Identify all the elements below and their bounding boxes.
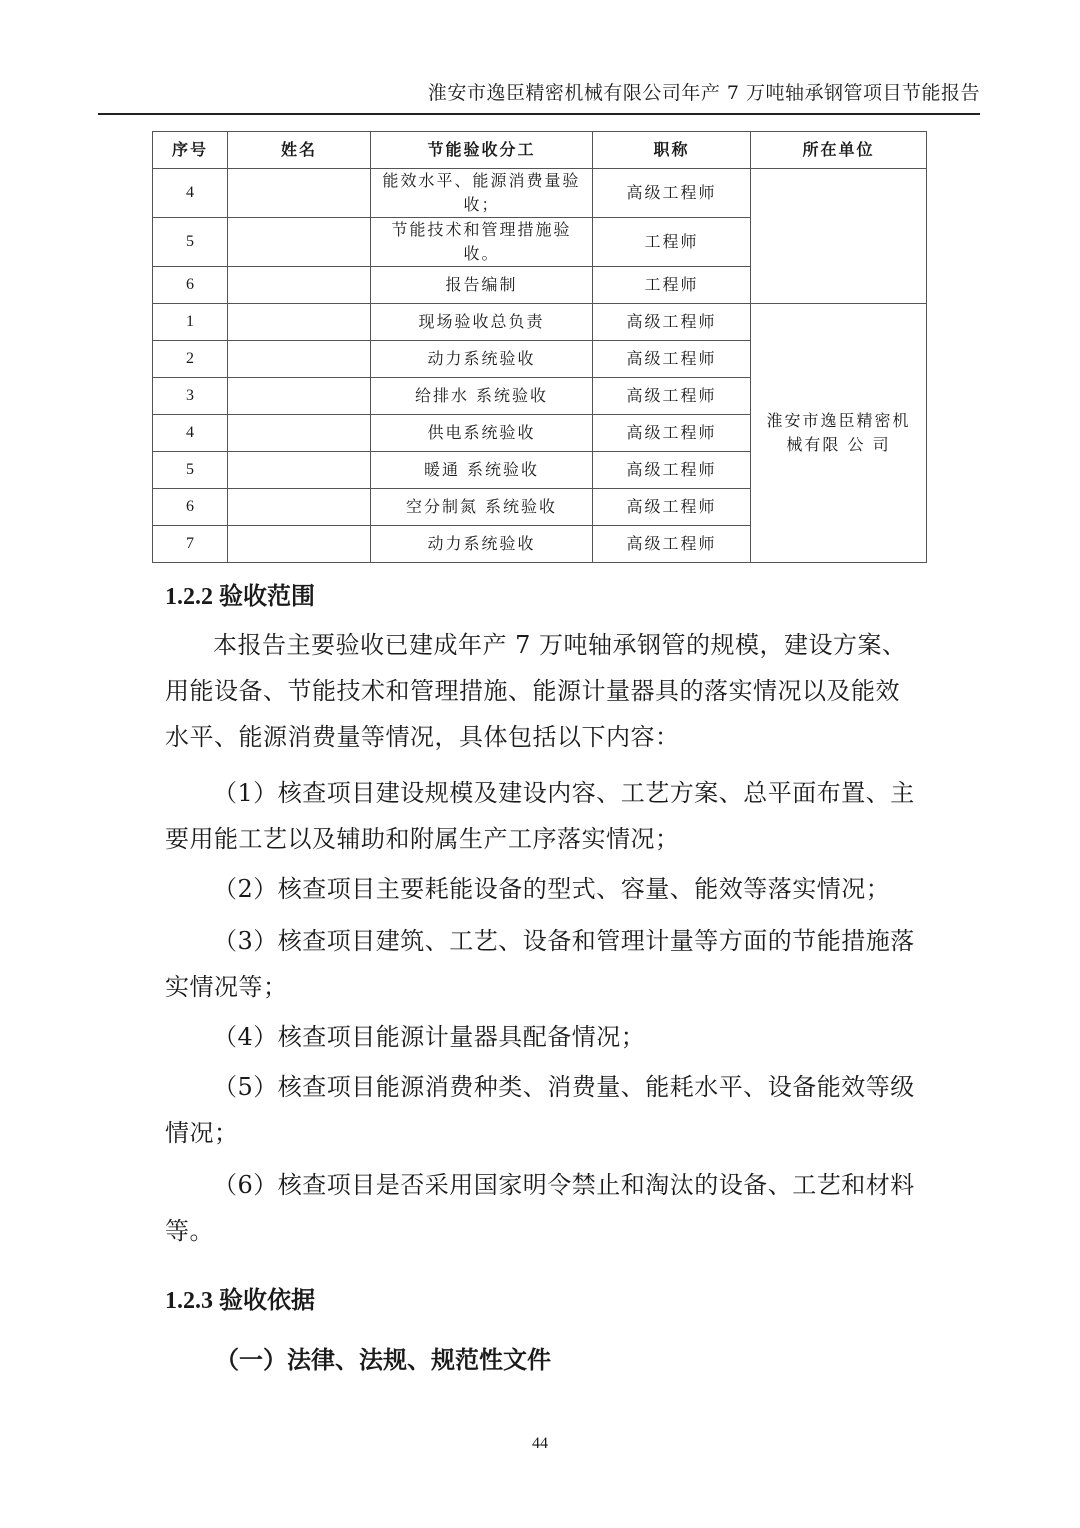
cell-title: 高级工程师: [593, 489, 751, 526]
cell-name: [228, 169, 371, 218]
cell-task: 能效水平、能源消费量验收；: [371, 169, 593, 218]
page-header: 淮安市逸臣精密机械有限公司年产 7 万吨轴承钢管项目节能报告: [98, 78, 980, 115]
subsection-heading-laws: （一）法律、法规、规范性文件: [215, 1345, 551, 1374]
cell-title: 高级工程师: [593, 452, 751, 489]
scope-item-text: （3）核查项目建筑、工艺、设备和管理计量等方面的节能措施落实情况等；: [165, 927, 915, 1001]
scope-intro: [165, 622, 917, 760]
cell-task: 现场验收总负责: [371, 304, 593, 341]
section-heading-basis: 1.2.3 验收依据: [165, 1288, 315, 1314]
table-row: [153, 304, 927, 341]
cell-title: 工程师: [593, 267, 751, 304]
cell-name: [228, 378, 371, 415]
scope-item-4: [165, 1014, 917, 1060]
cell-title: 高级工程师: [593, 169, 751, 218]
col-header-no: 序号: [153, 132, 228, 169]
scope-item-6: [165, 1162, 917, 1254]
scope-item-text: （6）核查项目是否采用国家明令禁止和淘汰的设备、工艺和材料等。: [165, 1171, 915, 1245]
scope-item-2: [165, 866, 917, 912]
acceptance-team-table: [152, 131, 927, 563]
col-header-name: 姓名: [228, 132, 371, 169]
cell-task: 节能技术和管理措施验收。: [371, 218, 593, 267]
scope-item-5: [165, 1064, 917, 1156]
cell-name: [228, 526, 371, 563]
cell-title: 高级工程师: [593, 304, 751, 341]
cell-title: 高级工程师: [593, 415, 751, 452]
cell-task: 供电系统验收: [371, 415, 593, 452]
col-header-unit: 所在单位: [751, 132, 927, 169]
cell-no: 1: [153, 304, 228, 341]
cell-no: 6: [153, 267, 228, 304]
cell-title: 高级工程师: [593, 341, 751, 378]
cell-task: 动力系统验收: [371, 526, 593, 563]
cell-no: 6: [153, 489, 228, 526]
col-header-task: 节能验收分工: [371, 132, 593, 169]
section-heading-scope: 1.2.2 验收范围: [165, 584, 315, 610]
cell-no: 5: [153, 452, 228, 489]
scope-item-text: （4）核查项目能源计量器具配备情况；: [213, 1023, 646, 1051]
cell-title: 工程师: [593, 218, 751, 267]
cell-name: [228, 267, 371, 304]
cell-no: 4: [153, 169, 228, 218]
cell-no: 5: [153, 218, 228, 267]
cell-no: 4: [153, 415, 228, 452]
col-header-title: 职称: [593, 132, 751, 169]
cell-task: 给排水 系统验收: [371, 378, 593, 415]
cell-no: 3: [153, 378, 228, 415]
scope-item-text: （1）核查项目建设规模及建设内容、工艺方案、总平面布置、主要用能工艺以及辅助和附属生产工序落实情况；: [165, 779, 915, 853]
scope-item-3: [165, 918, 917, 1010]
cell-task: 空分制氮 系统验收: [371, 489, 593, 526]
table-row: [153, 169, 927, 218]
cell-name: [228, 341, 371, 378]
cell-name: [228, 489, 371, 526]
cell-unit-group1: [751, 169, 927, 304]
cell-name: [228, 415, 371, 452]
scope-item-1: [165, 770, 917, 862]
cell-name: [228, 304, 371, 341]
scope-item-text: （2）核查项目主要耗能设备的型式、容量、能效等落实情况；: [213, 875, 891, 903]
cell-task: 报告编制: [371, 267, 593, 304]
cell-unit-group2: 淮安市逸臣精密机械有限 公 司: [751, 304, 927, 563]
cell-name: [228, 218, 371, 267]
cell-title: 高级工程师: [593, 526, 751, 563]
table-header-row: [153, 132, 927, 169]
cell-task: 动力系统验收: [371, 341, 593, 378]
cell-no: 7: [153, 526, 228, 563]
cell-name: [228, 452, 371, 489]
cell-no: 2: [153, 341, 228, 378]
scope-intro-text: 本报告主要验收已建成年产 7 万吨轴承钢管的规模，建设方案、用能设备、节能技术和管理措施、能源计量器具的落实情况以及能效水平、能源消费量等情况，具体包括以下内容：: [165, 631, 907, 751]
cell-title: 高级工程师: [593, 378, 751, 415]
scope-item-text: （5）核查项目能源消费种类、消费量、能耗水平、设备能效等级情况；: [165, 1073, 915, 1147]
cell-task: 暖通 系统验收: [371, 452, 593, 489]
page-number: 44: [532, 1435, 548, 1452]
